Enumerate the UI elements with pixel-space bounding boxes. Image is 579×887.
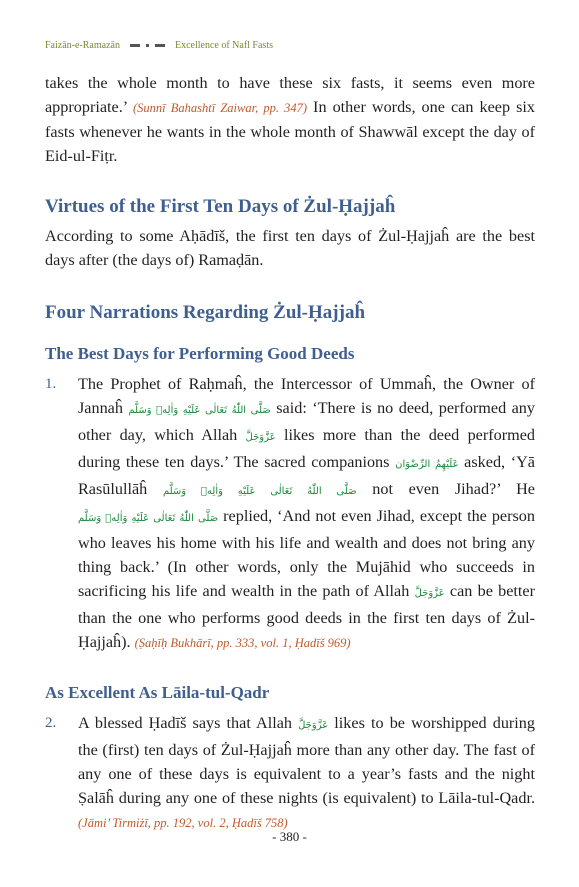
arabic-honorific: عَزَّوَجَلَّ: [298, 720, 329, 731]
narration-text: The Prophet of Raḥmaĥ, the Intercessor of Ummaĥ, the Owner of Jannaĥ صَلَّى اللّٰهُ تَعَالٰى عَلَيْهِ وَاٰلِهٖ وَسَلَّم said: ‘There is no deed, performed any other day, which Allah عَزَّوَجَلَّ likes more than the deed performed during these ten days.’ The sacred companions عَلَيْهِمُ الرِّضْوَان asked, ‘Yā Rasūlullāĥ صَلَّى اللّٰهُ تَعَالٰى عَلَيْهِ وَاٰلِهٖ وَسَلَّم not even Jihad?’ He صَلَّى اللّٰهُ تَعَالٰى عَلَيْهِ وَاٰلِهٖ وَسَلَّم replied, ‘And not even Jihad, except the person who leaves his home with his life and wealth and does not bring any thing back.’ (In other words, only the Mujāhid who succeeds in sacrificing his life and wealth in the path of Allah عَزَّوَجَلَّ can be better than the one who performs good deeds in the first ten days of Żul-Ḥajjaĥ). (Ṣaḥīḥ Bukhārī, pp. 333, vol. 1, Ḥadīš 969): [78, 375, 535, 651]
section-paragraph: According to some Aḥādīš, the first ten days of Żul-Ḥajjaĥ are the best days after (the days of) Ramaḍān.: [45, 227, 535, 269]
section-heading-virtues: Virtues of the First Ten Days of Żul-Ḥajjaĥ: [45, 196, 396, 217]
reference: (Ṣaḥīḥ Bukhārī, pp. 333, vol. 1, Ḥadīš 969): [134, 636, 351, 650]
running-header: [45, 40, 535, 51]
page-content: [45, 71, 535, 835]
reference: (Jāmi’ Tirmiżī, pp. 192, vol. 2, Ḥadīš 758): [78, 816, 288, 830]
subheading-best-days: The Best Days for Performing Good Deeds: [45, 344, 355, 363]
arabic-ridwan: عَلَيْهِمُ الرِّضْوَان: [395, 459, 459, 470]
book-title: Faizān-e-Ramazān: [45, 40, 120, 51]
list-item: [45, 711, 535, 835]
header-separator: [130, 44, 165, 47]
narration-text: A blessed Ḥadīš says that Allah عَزَّوَجَلَّ likes to be worshipped during the (first) ten days of Żul-Ḥajjaĥ more than any other day. The fast of any one of these days is equivalent to a year’s fasts and the night Ṣalāĥ during any one of these nights (is equivalent) to Lāila-tul-Qadr. (Jāmi’ Tirmiżī, pp. 192, vol. 2, Ḥadīš 758): [78, 714, 535, 830]
page-number: - 380 -: [272, 829, 307, 844]
subheading-lailatul-qadr: As Excellent As Lāila-tul-Qadr: [45, 683, 270, 702]
arabic-salutation: صَلَّى اللّٰهُ تَعَالٰى عَلَيْهِ وَاٰلِهٖ وَسَلَّم: [128, 405, 271, 416]
arabic-honorific: عَزَّوَجَلَّ: [414, 588, 445, 599]
reference: (Sunnī Bahashtī Zaiwar, pp. 347): [133, 101, 307, 115]
item-number: 1.: [45, 376, 57, 392]
section-heading-narrations: Four Narrations Regarding Żul-Ḥajjaĥ: [45, 302, 366, 323]
arabic-salutation: صَلَّى اللّٰهُ تَعَالٰى عَلَيْهِ وَاٰلِهٖ وَسَلَّم: [78, 513, 219, 524]
paragraph-continued: takes the whole month to have these six fasts, it seems even more appropriate.’ (Sunnī Bahashtī Zaiwar, pp. 347) In other words, one can keep six fasts whenever he wants in the whole month of Shawwāl except the day of Eid-ul-Fiṭr.: [45, 74, 535, 165]
list-item: [45, 372, 535, 655]
chapter-title: Excellence of Nafl Fasts: [174, 40, 273, 51]
arabic-salutation: صَلَّى اللّٰهُ تَعَالٰى عَلَيْهِ وَاٰلِهٖ وَسَلَّم: [162, 486, 357, 497]
item-number: 2.: [45, 715, 57, 731]
arabic-honorific: عَزَّوَجَلَّ: [245, 432, 276, 443]
